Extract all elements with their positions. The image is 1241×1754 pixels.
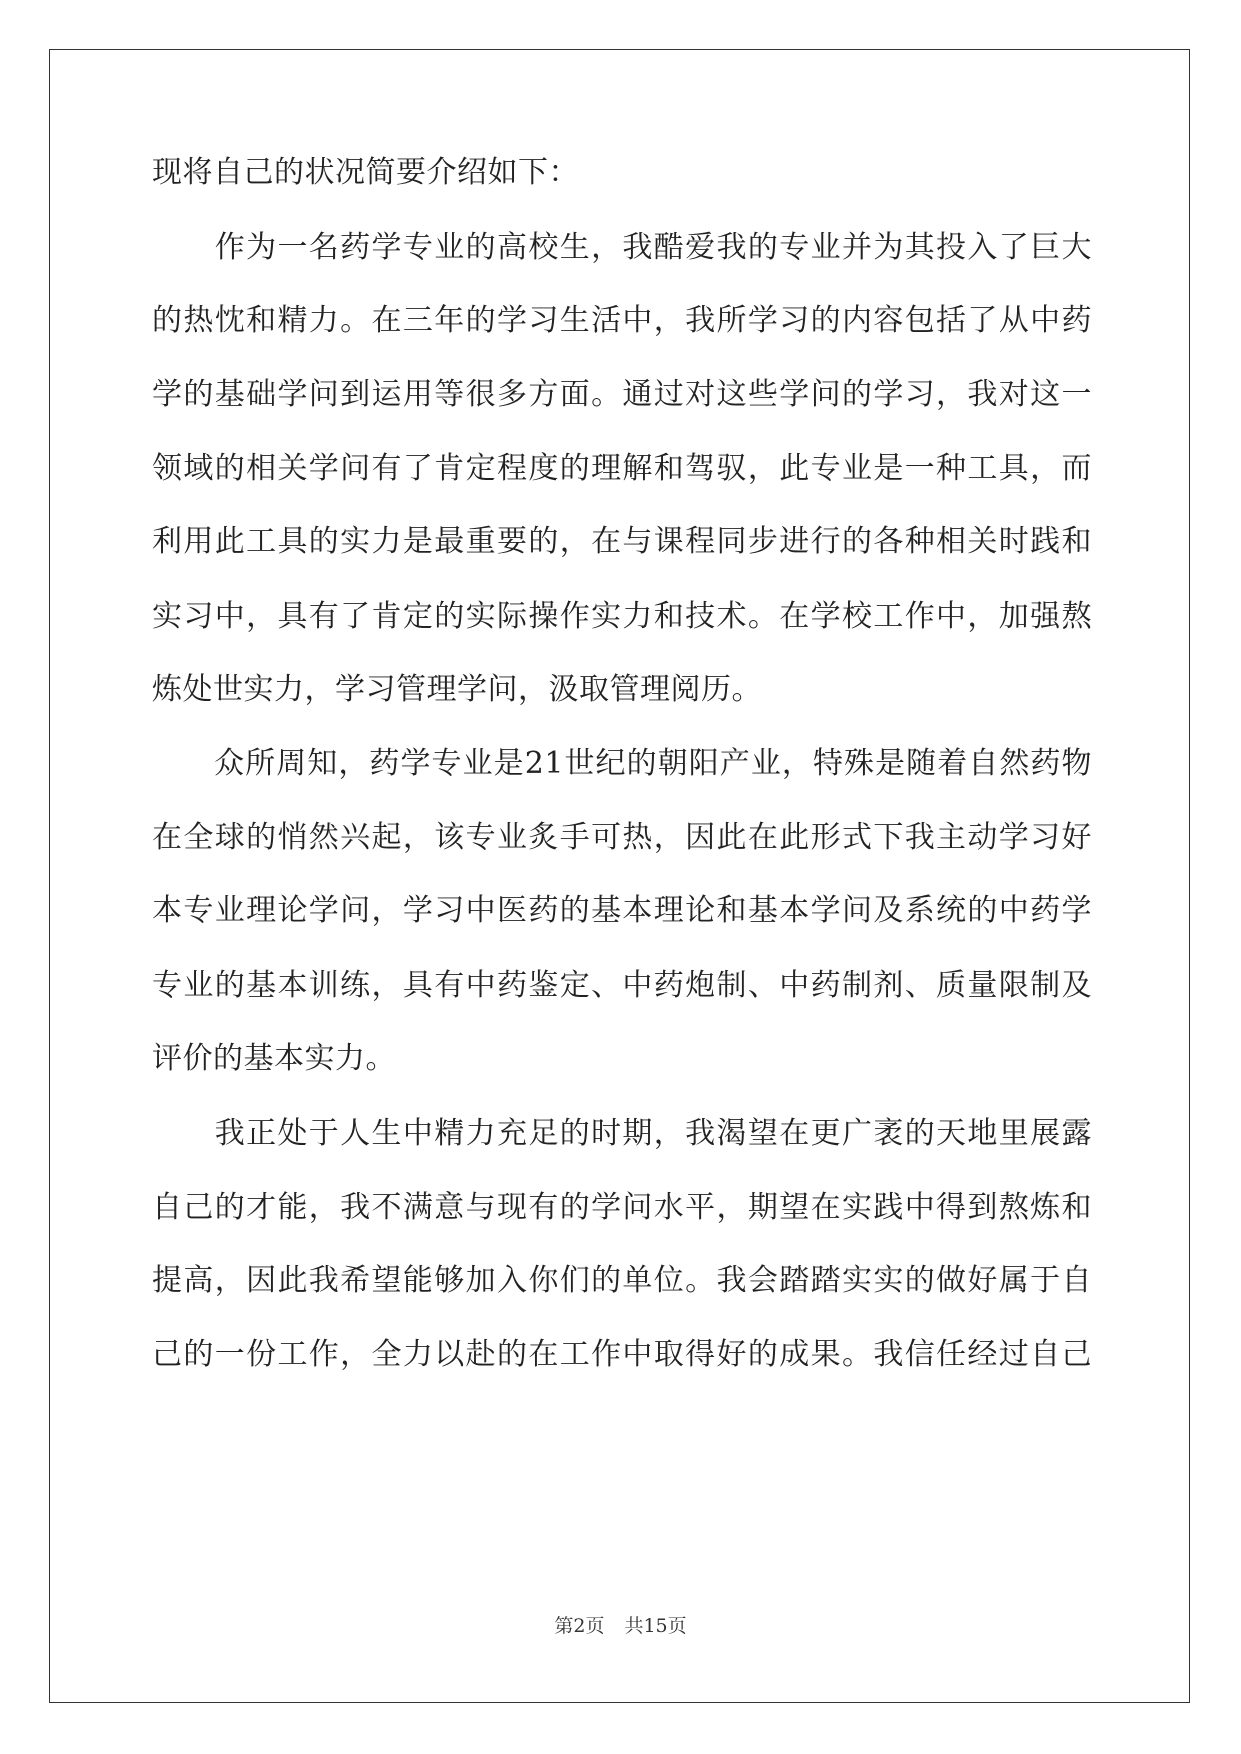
text-line: 的热忱和精力。在三年的学习生活中，我所学习的内容包括了从中药 bbox=[152, 303, 1092, 338]
text-line: 提高，因此我希望能够加入你们的单位。我会踏踏实实的做好属于自 bbox=[152, 1263, 1092, 1298]
text-line: 本专业理论学问，学习中医药的基本理论和基本学问及系统的中药学 bbox=[152, 893, 1092, 928]
page-border bbox=[49, 49, 1190, 1703]
text-line: 在全球的悄然兴起，该专业炙手可热，因此在此形式下我主动学习好 bbox=[152, 820, 1092, 855]
text-line: 实习中，具有了肯定的实际操作实力和技术。在学校工作中，加强熬 bbox=[152, 599, 1092, 634]
text-line: 众所周知，药学专业是21世纪的朝阳产业，特殊是随着自然药物 bbox=[152, 746, 1092, 781]
text-line: 现将自己的状况简要介绍如下： bbox=[152, 155, 579, 190]
text-line: 领域的相关学问有了肯定程度的理解和驾驭，此专业是一种工具，而 bbox=[152, 451, 1092, 486]
page-footer bbox=[0, 1614, 1241, 1638]
text-line: 利用此工具的实力是最重要的，在与课程同步进行的各种相关时践和 bbox=[152, 524, 1092, 559]
text-line: 炼处世实力，学习管理学问，汲取管理阅历。 bbox=[152, 672, 762, 707]
text-line: 专业的基本训练，具有中药鉴定、中药炮制、中药制剂、质量限制及 bbox=[152, 968, 1092, 1003]
page-total: 共15页 bbox=[624, 1615, 687, 1637]
page-number: 第2页 bbox=[554, 1615, 605, 1637]
text-line: 学的基础学问到运用等很多方面。通过对这些学问的学习，我对这一 bbox=[152, 377, 1092, 412]
text-line: 作为一名药学专业的高校生，我酷爱我的专业并为其投入了巨大 bbox=[152, 230, 1092, 265]
text-line: 自己的才能，我不满意与现有的学问水平，期望在实践中得到熬炼和 bbox=[152, 1190, 1092, 1225]
text-line: 评价的基本实力。 bbox=[152, 1041, 396, 1076]
text-line: 己的一份工作，全力以赴的在工作中取得好的成果。我信任经过自己 bbox=[152, 1337, 1092, 1372]
text-line: 我正处于人生中精力充足的时期，我渴望在更广袤的天地里展露 bbox=[152, 1116, 1092, 1151]
